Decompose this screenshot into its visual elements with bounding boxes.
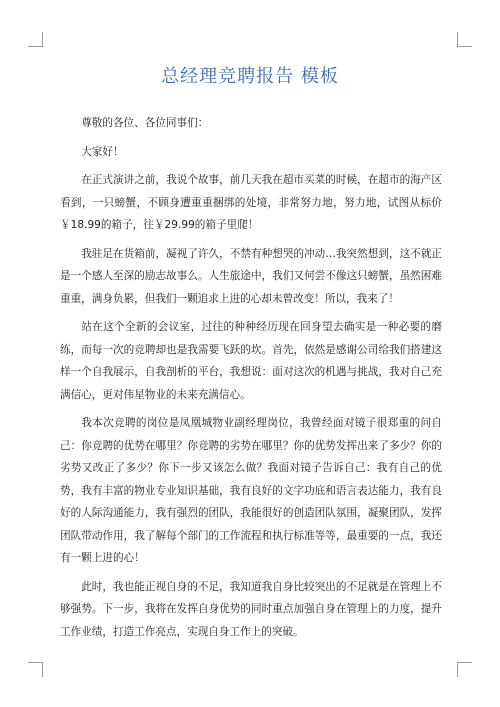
document-body — [60, 112, 442, 649]
greeting: 大家好！ — [81, 145, 124, 158]
paragraph-2: 我驻足在货箱前，凝视了许久，不禁有种想哭的冲动…我突然想到，这不就正是一个感人至深的励志故事么。人生旅途中，我们又何尝不像这只螃蟹，虽然困难重重，满身负累，但我们一颗追求上进的心却未曾改变！所以，我来了！ — [60, 247, 442, 305]
paragraph-3: 站在这个全新的会议室，过往的种种经历现在回身望去确实是一种必要的磨练，而每一次的竞聘却也是我需要飞跃的坎。首先，依然是感谢公司给我们搭建这样一个自我展示，自我剖析的平台，我想说：面对这次的机遇与挑战，我对自己充满信心，更对伟星物业的未来充满信心。 — [60, 321, 442, 401]
document-title: 总经理竞聘报告 模板 — [161, 66, 339, 87]
crop-mark-top-right — [457, 32, 472, 47]
paragraph-1: 在正式演讲之前，我说个故事，前几天我在超市买菜的时候，在超市的海产区看到，一只螃蟹，不顾身遭重重捆绑的处境，非常努力地，努力地，试图从标价￥18.99的箱子，往￥29.99的箱子里爬！ — [60, 174, 442, 231]
paragraph-4: 我本次竞聘的岗位是凤凰城物业副经理岗位，我曾经面对镜子很郑重的问自己：你竞聘的优势在哪里？你竞聘的劣势在哪里？你的优势发挥出来了多少？你的劣势又改正了多少？你下一步又该怎么做？我面对镜子告诉自己：我有自己的优势，我有丰富的物业专业知识基础，我有良好的文字功底和语言表达能力，我有良好的人际沟通能力，我有强烈的团队，我能很好的创造团队氛围，凝聚团队，发挥团队带动作用，我了解每个部门的工作流程和执行标准等等，最重要的一点，我还有一颗上进的心！ — [60, 417, 442, 564]
paragraph-5: 此时，我也能正视自身的不足，我知道我自身比较突出的不足就是在管理上不够强势。下一步，我将在发挥自身优势的同时重点加强自身在管理上的力度，提升工作业绩，打造工作亮点，实现自身工作上的突破。 — [60, 580, 442, 638]
crop-mark-bottom-left — [28, 662, 43, 677]
crop-mark-top-left — [28, 32, 43, 47]
salutation: 尊敬的各位、各位同事们： — [81, 117, 209, 129]
crop-mark-bottom-right — [457, 662, 472, 677]
